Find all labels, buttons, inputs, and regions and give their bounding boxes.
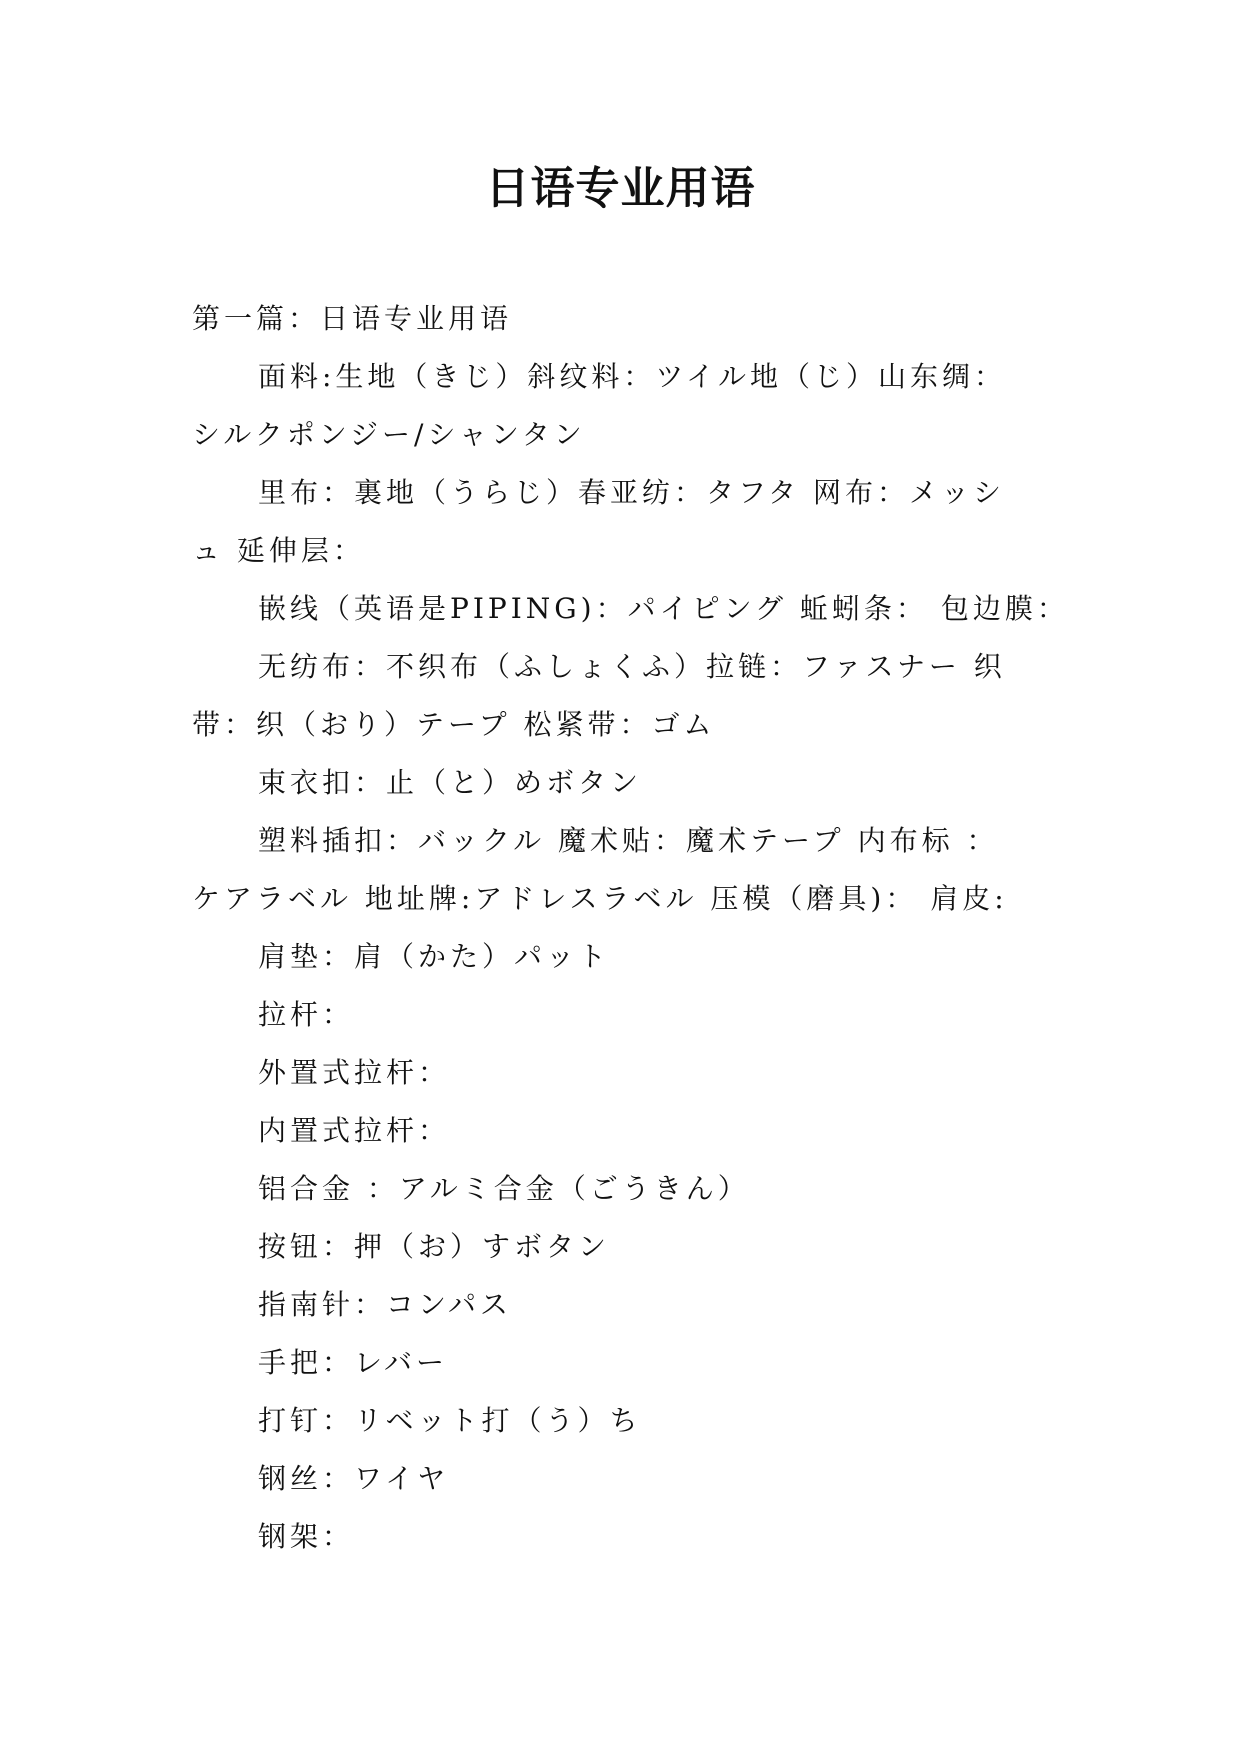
text-line: シルクポンジー/シャンタン xyxy=(192,418,586,451)
text-line: ケアラベル 地址牌:アドレスラベル 压模（磨具)： 肩皮: xyxy=(192,882,1008,915)
text-line: 第一篇：日语专业用语 xyxy=(192,302,513,335)
text-line: 无纺布：不织布（ふしょくふ）拉链：ファスナー 织 xyxy=(258,650,1006,683)
text-line: 面料:生地（きじ）斜纹料：ツイル地（じ）山东绸： xyxy=(258,360,1007,393)
text-line: 铝合金 ：アルミ合金（ごうきん） xyxy=(258,1172,750,1205)
text-line: 钢架： xyxy=(258,1520,355,1553)
text-line: 打钉：リベット打（う）ち xyxy=(258,1404,642,1437)
text-line: 塑料插扣：バックル 魔术贴：魔术テープ 内布标 ： xyxy=(258,824,999,857)
text-line: 指南针：コンパス xyxy=(258,1288,513,1321)
text-line: 束衣扣：止（と）めボタン xyxy=(258,766,643,799)
text-line: 外置式拉杆： xyxy=(258,1056,451,1089)
text-line: 按钮：押（お）すボタン xyxy=(258,1230,611,1263)
text-line: 里布：裏地（うらじ）春亚纺：タフタ 网布：メッシ xyxy=(258,476,1005,509)
text-line: 内置式拉杆： xyxy=(258,1114,451,1147)
text-line: 拉杆： xyxy=(258,998,355,1031)
text-line: 钢丝：ワイヤ xyxy=(258,1462,450,1495)
document-body xyxy=(192,290,1069,1566)
text-line: 嵌线（英语是PIPING)：パイピング 蚯蚓条： 包边膜： xyxy=(258,592,1069,625)
page-title: 日语专业用语 xyxy=(485,163,756,214)
text-line: 手把：レバー xyxy=(258,1346,449,1379)
text-line: 带：织（おり）テープ 松紧带：ゴム xyxy=(192,708,716,741)
text-line: 肩垫：肩（かた）パット xyxy=(258,940,611,973)
text-line: ュ 延伸层： xyxy=(192,534,365,567)
